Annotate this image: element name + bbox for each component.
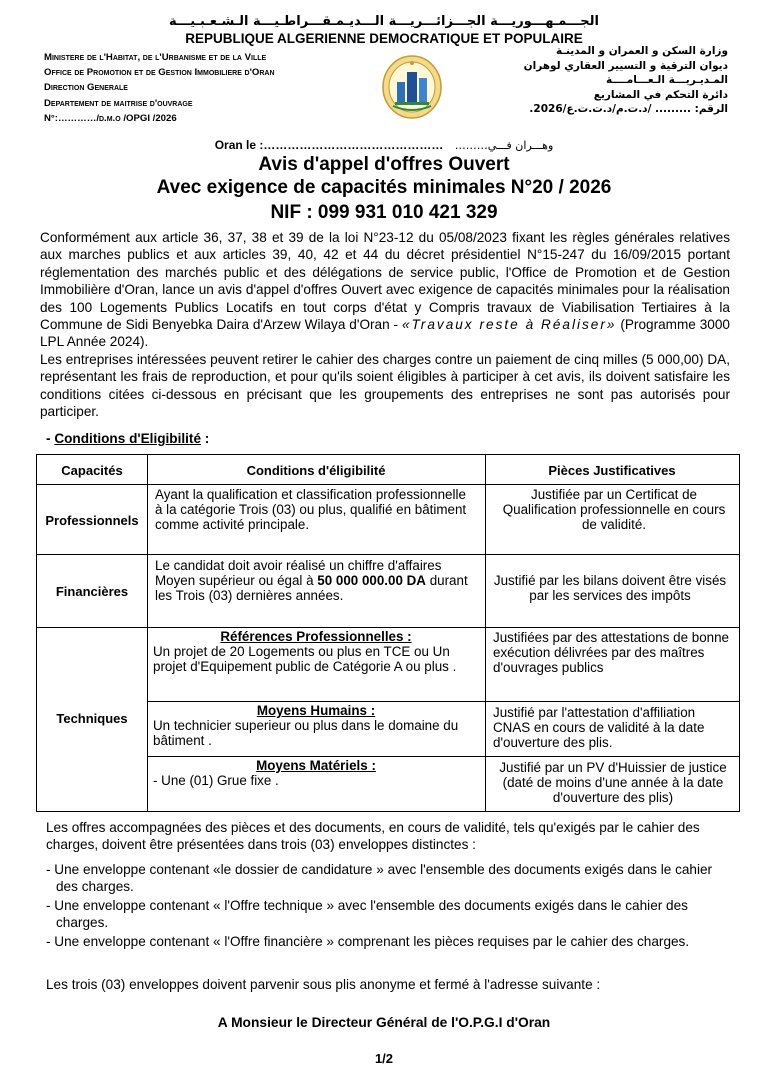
intro-text-2: (Programme 3000 LPL Année 2024).	[40, 317, 730, 350]
bullet-offre-financiere: - Une enveloppe contenant « l'Offre financière » comprenant les pièces requises par le cahier des charges.	[46, 934, 690, 949]
row-label-financieres: Financières	[55, 584, 129, 599]
header-left-block	[44, 50, 275, 126]
condition-financieres	[155, 558, 475, 604]
header-right-block	[524, 44, 728, 117]
notice-subtitle: Avec exigence de capacités minimales N°20 / 2026	[156, 177, 612, 198]
condition-financieres-b: durant les Trois (03) dernières années.	[155, 573, 468, 604]
piece-financieres: Justifié par les bilans doivent être visés par les services des impôts	[493, 573, 727, 604]
oran-date-line	[0, 138, 768, 152]
row-label-techniques: Techniques	[56, 711, 128, 726]
reference-number-fr: N°:…………/d.m.o /OPGI /2026	[44, 112, 177, 124]
intro-text-1: Conformément aux article 36, 37, 38 et 39 de la loi N°23-12 du 05/08/2023 fixant les règles générales relatives aux marches publics et aux articles 39, 40, 42 et 44 du décret présidentiel N°15-247 du 16/09/2015 portant réglementation des marchés public et des délégations de service public, l'Office de Promotion et de Gestion Immobilière d'Oran, lance un avis d'appel d'offres Ouvert avec exigence de capacités minimales pour la réalisation des 100 Logements Publics Locatifs en tout corps d'état y Compris travaux de Viabilisation Tertiaires à la Commune de Sidi Benyebka Daira d'Arzew Wilaya d'Oran -	[40, 230, 730, 333]
header-capacites: Capacités	[61, 463, 123, 478]
references-text: Un projet de 20 Logements ou plus en TCE ou Un projet d'Equipement public de Catégorie A ou plus .	[153, 644, 457, 675]
office-ar: ديوان الترقية و التسيير العقاري لوهران	[523, 59, 728, 72]
table-divider	[147, 756, 739, 757]
condition-professionnels: Ayant la qualification et classification professionnelle à la catégorie Trois (03) ou plus, qualifié en bâtiment comme activité principale.	[155, 487, 467, 533]
table-divider	[37, 627, 739, 628]
republic-french: REPUBLIQUE ALGERIENNE DEMOCRATIQUE ET POPULAIRE	[185, 31, 583, 46]
ministry-ar: وزارة السكن و العمران و المدينـة	[556, 45, 728, 57]
piece-professionnels: Justifiée par un Certificat de Qualification professionnelle en cours de validité.	[502, 487, 726, 533]
office-fr: Office de Promotion et de Gestion Immobiliere d'Oran	[44, 67, 275, 79]
table-divider	[37, 554, 739, 555]
intro-paragraph-2: Les entreprises intéressées peuvent retirer le cahier des charges contre un paiement de cinq milles (5 000,00) DA, représentant les frais de reproduction, et pour qu'ils soient éligibles à participer à cet avis, ils doivent satisfaire les conditions citées ci-dessous en précisant que les groupements des entreprises ne sont pas autorisés pour participer.	[40, 351, 730, 420]
table-divider	[37, 484, 739, 485]
envelopes-paragraph: Les trois (03) enveloppes doivent parvenir sous plis anonyme et fermé à l'adresse suivante :	[46, 977, 601, 992]
oran-date-ar: وهـــران فـــي………	[454, 139, 554, 152]
table-divider	[485, 455, 486, 811]
department-fr: Departement de maitrise d'ouvrage	[44, 97, 193, 109]
turnover-amount: 50 000 000.00 DA	[317, 573, 426, 589]
notice-title: Avis d'appel d'offres Ouvert	[258, 154, 510, 175]
condition-financieres-a: Le candidat doit avoir réalisé un chiffre d'affaires Moyen supérieur ou égal à	[155, 558, 442, 589]
bullet-offre-technique: - Une enveloppe contenant « l'Offre technique » avec l'ensemble des documents exigés dans le cahier des charges.	[46, 898, 688, 930]
intro-paragraph	[40, 229, 730, 420]
intro-project-status: «Travaux reste à Réaliser»	[401, 317, 617, 333]
eligibility-table	[36, 454, 740, 812]
conditions-suffix: :	[201, 431, 210, 446]
references-block	[153, 629, 479, 675]
conditions-title: Conditions d'Eligibilité	[54, 431, 202, 446]
piece-moyens-humains: Justifié par l'attestation d'affiliation CNAS en cours de validité à la date d'ouverture des plis.	[493, 705, 705, 751]
moyens-materiels-text: - Une (01) Grue fixe .	[153, 773, 279, 789]
row-label-professionnels: Professionnels	[45, 513, 139, 528]
piece-moyens-materiels: Justifié par un PV d'Huissier de justice (daté de moins d'une année à la date d'ouverture des plis)	[499, 760, 727, 806]
moyens-humains-title: Moyens Humains :	[256, 703, 376, 718]
moyens-humains-text: Un technicier superieur ou plus dans le domaine du bâtiment .	[153, 718, 459, 749]
offers-paragraph: Les offres accompagnées des pièces et des documents, en cours de validité, tels qu'exigés par le cahier des charges, doivent être présentées dans trois (03) enveloppes distinctes :	[46, 820, 700, 852]
references-title: Références Professionnelles :	[220, 629, 412, 644]
header-pieces: Pièces Justificatives	[548, 463, 676, 478]
table-divider	[147, 701, 739, 702]
opgi-oran-logo-icon	[381, 54, 443, 120]
moyens-humains-block	[153, 703, 479, 749]
department-ar: دائرة التحكم في المشاريع	[593, 88, 728, 101]
moyens-materiels-block	[153, 758, 479, 788]
nif-number: NIF : 099 931 010 421 329	[270, 202, 498, 223]
oran-date-fr: Oran le :………………………………………	[214, 138, 444, 152]
direction-fr: Direction Generale	[44, 82, 128, 94]
direction-ar: المـديـريـــة الـعـــامــــة	[605, 74, 728, 87]
republic-arabic: الجـــمـهـــوريـــة الجـــزائـــريـــة الـــديـمـقـــراطـيـــة الـشـعـبـيـــة	[169, 14, 599, 29]
recipient-address: A Monsieur le Directeur Général de l'O.P.G.I d'Oran	[217, 1015, 551, 1030]
conditions-heading	[46, 431, 209, 446]
bullet-candidature: - Une enveloppe contenant «le dossier de candidature » avec l'ensemble des documents exigés dans le cahier des charges.	[46, 862, 713, 894]
ministry-fr: Ministere de l'Habitat, de l'Urbanisme et de la Ville	[44, 52, 267, 63]
page-number: 1/2	[374, 1051, 394, 1066]
conditions-prefix: -	[46, 431, 55, 446]
piece-references: Justifiées par des attestations de bonne exécution délivrées par des maîtres d'ouvrages publics	[493, 630, 729, 676]
header-conditions: Conditions d'éligibilité	[246, 463, 386, 478]
moyens-materiels-title: Moyens Matériels :	[256, 758, 376, 773]
reference-number-ar: الرقم: ......... /د.ت.م/د.ت.ت.ع/2026.	[529, 103, 728, 116]
table-divider	[147, 455, 148, 811]
